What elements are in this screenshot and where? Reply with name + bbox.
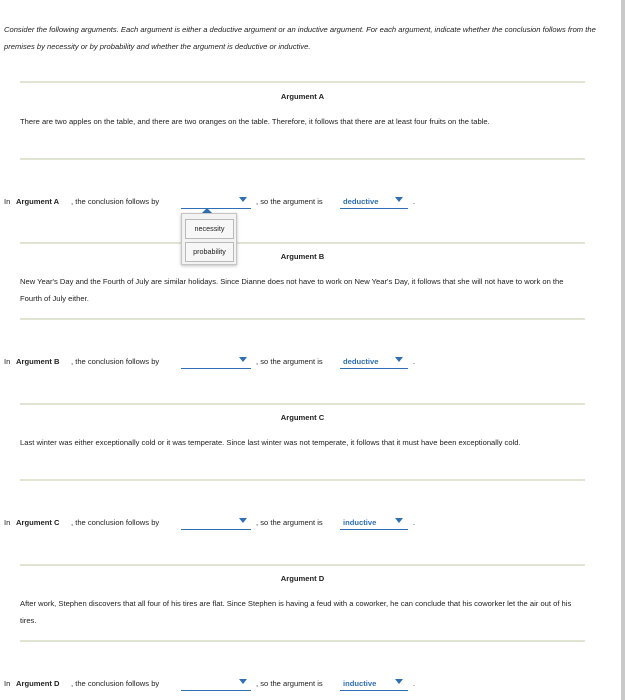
divider xyxy=(20,564,585,566)
question-middle: , the conclusion follows by xyxy=(71,518,160,527)
argument-d-title: Argument D xyxy=(280,574,325,583)
question-end: . xyxy=(413,197,416,206)
question-prefix: In xyxy=(4,679,11,688)
question-middle: , the conclusion follows by xyxy=(71,679,160,688)
question-end: . xyxy=(413,679,416,688)
argument-d-follows-by-dropdown[interactable] xyxy=(181,677,251,691)
argument-b-type-value: deductive xyxy=(343,357,379,366)
option-necessity[interactable]: necessity xyxy=(185,219,234,239)
question-end: . xyxy=(413,518,416,527)
argument-a-follows-by-dropdown[interactable] xyxy=(181,195,251,209)
divider xyxy=(20,242,585,244)
page-right-edge xyxy=(621,0,625,700)
argument-b-follows-by-dropdown[interactable] xyxy=(181,355,251,369)
divider xyxy=(20,479,585,481)
caret-down-icon xyxy=(395,357,403,362)
question-after: , so the argument is xyxy=(256,518,323,527)
argument-a-text: There are two apples on the table, and there are two oranges on the table. Therefore, it follows that there are at least four fruits on the table. xyxy=(20,117,490,126)
question-argument-name: Argument D xyxy=(16,679,60,688)
caret-down-icon xyxy=(239,518,247,523)
argument-b-title: Argument B xyxy=(280,252,325,261)
argument-c-title: Argument C xyxy=(280,413,325,422)
caret-down-icon xyxy=(239,197,247,202)
divider xyxy=(20,403,585,405)
question-prefix: In xyxy=(4,518,11,527)
argument-b-type-dropdown[interactable] xyxy=(340,355,408,369)
question-argument-name: Argument A xyxy=(16,197,60,206)
question-after: , so the argument is xyxy=(256,357,323,366)
argument-b-text: New Year's Day and the Fourth of July are similar holidays. Since Dianne does not have to work on New Year's Day, it follows that she will not have to work on the Fourth of July either. xyxy=(20,277,564,303)
argument-c-type-value: inductive xyxy=(343,518,377,527)
option-probability[interactable]: probability xyxy=(185,242,234,262)
argument-c-follows-by-dropdown[interactable] xyxy=(181,516,251,530)
question-middle: , the conclusion follows by xyxy=(71,357,160,366)
argument-d-type-dropdown[interactable] xyxy=(340,677,408,691)
divider xyxy=(20,318,585,320)
divider xyxy=(20,158,585,160)
argument-c-type-dropdown[interactable] xyxy=(340,516,408,530)
caret-down-icon xyxy=(239,679,247,684)
divider xyxy=(20,81,585,83)
divider xyxy=(20,640,585,642)
question-argument-name: Argument C xyxy=(16,518,60,527)
question-middle: , the conclusion follows by xyxy=(71,197,160,206)
caret-down-icon xyxy=(395,197,403,202)
follows-by-options-popup xyxy=(181,213,237,265)
argument-a-title: Argument A xyxy=(280,92,325,101)
instructions-text: Consider the following arguments. Each argument is either a deductive argument or an inductive argument. For each argument, indicate whether the conclusion follows from the premises by necessity or by probability and whether the argument is deductive or inductive. xyxy=(4,25,596,51)
argument-a-type-value: deductive xyxy=(343,197,379,206)
argument-c-text: Last winter was either exceptionally cold or it was temperate. Since last winter was not temperate, it follows that it must have been exceptionally cold. xyxy=(20,438,521,447)
question-after: , so the argument is xyxy=(256,197,323,206)
question-prefix: In xyxy=(4,197,11,206)
argument-d-type-value: inductive xyxy=(343,679,377,688)
question-argument-name: Argument B xyxy=(16,357,60,366)
question-prefix: In xyxy=(4,357,11,366)
question-after: , so the argument is xyxy=(256,679,323,688)
argument-a-type-dropdown[interactable] xyxy=(340,195,408,209)
caret-down-icon xyxy=(239,357,247,362)
caret-down-icon xyxy=(395,679,403,684)
argument-d-text: After work, Stephen discovers that all four of his tires are flat. Since Stephen is having a feud with a coworker, he can conclude that his coworker let the air out of his tires. xyxy=(20,599,572,625)
question-end: . xyxy=(413,357,416,366)
caret-down-icon xyxy=(395,518,403,523)
